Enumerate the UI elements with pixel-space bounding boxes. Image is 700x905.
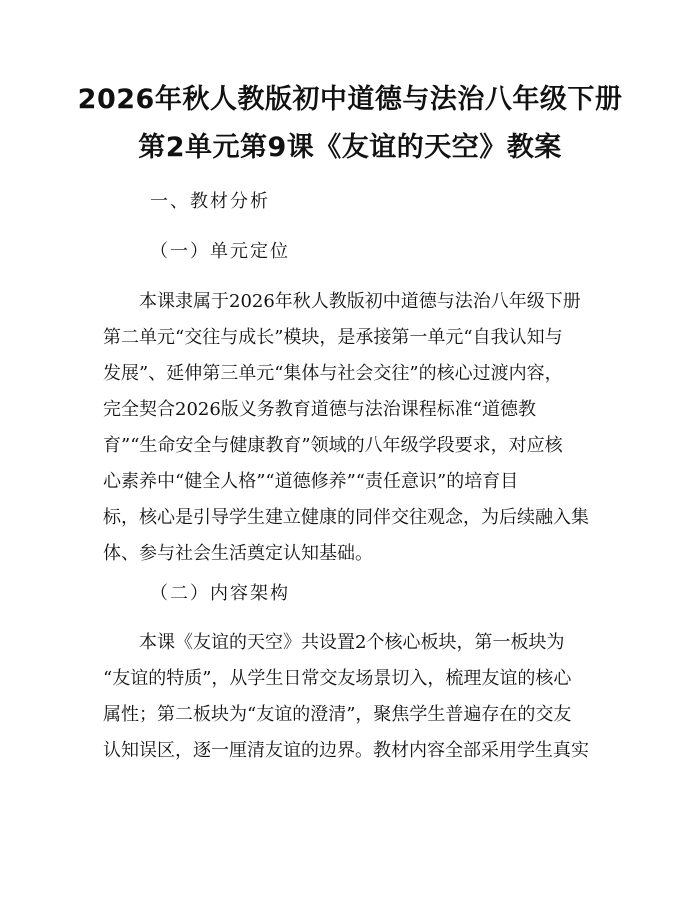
paragraph-content-structure: [103, 625, 603, 769]
document-title-line-1: 2026年秋人教版初中道德与法治八年级下册: [77, 84, 623, 115]
paragraph-line: 发展”、延伸第三单元“集体与社会交往”的核心过渡内容，: [103, 363, 563, 384]
paragraph-line: “友谊的特质”，从学生日常交友场景切入，梳理友谊的核心: [103, 668, 572, 689]
paragraph-unit-positioning: [103, 284, 603, 572]
paragraph-line: 属性；第二板块为“友谊的澄清”，聚焦学生普遍存在的交友: [103, 704, 572, 725]
subsection-heading-unit-positioning: （一）单元定位: [150, 241, 290, 262]
subsection-heading-content-structure: （二）内容架构: [150, 583, 290, 604]
paragraph-line: 本课《友谊的天空》共设置2个核心板块，第一板块为: [139, 632, 565, 653]
paragraph-line: 体、参与社会生活奠定认知基础。: [103, 543, 373, 564]
document-title-line-2: 第2单元第9课《友谊的天空》教案: [138, 132, 562, 163]
paragraph-line: 认知误区，逐一厘清友谊的边界。教材内容全部采用学生真实: [103, 740, 589, 761]
paragraph-line: 标，核心是引导学生建立健康的同伴交往观念，为后续融入集: [103, 507, 589, 528]
paragraph-line: 育”“生命安全与健康教育”领域的八年级学段要求，对应核: [103, 435, 563, 456]
paragraph-line: 本课隶属于2026年秋人教版初中道德与法治八年级下册: [139, 291, 581, 312]
paragraph-line: 完全契合2026版义务教育道德与法治课程标准“道德教: [103, 399, 537, 420]
section-heading-teaching-material-analysis: 一、教材分析: [150, 191, 270, 212]
paragraph-line: 心素养中“健全人格”“道德修养”“责任意识”的培育目: [103, 471, 519, 492]
paragraph-line: 第二单元“交往与成长”模块，是承接第一单元“自我认知与: [103, 327, 563, 348]
